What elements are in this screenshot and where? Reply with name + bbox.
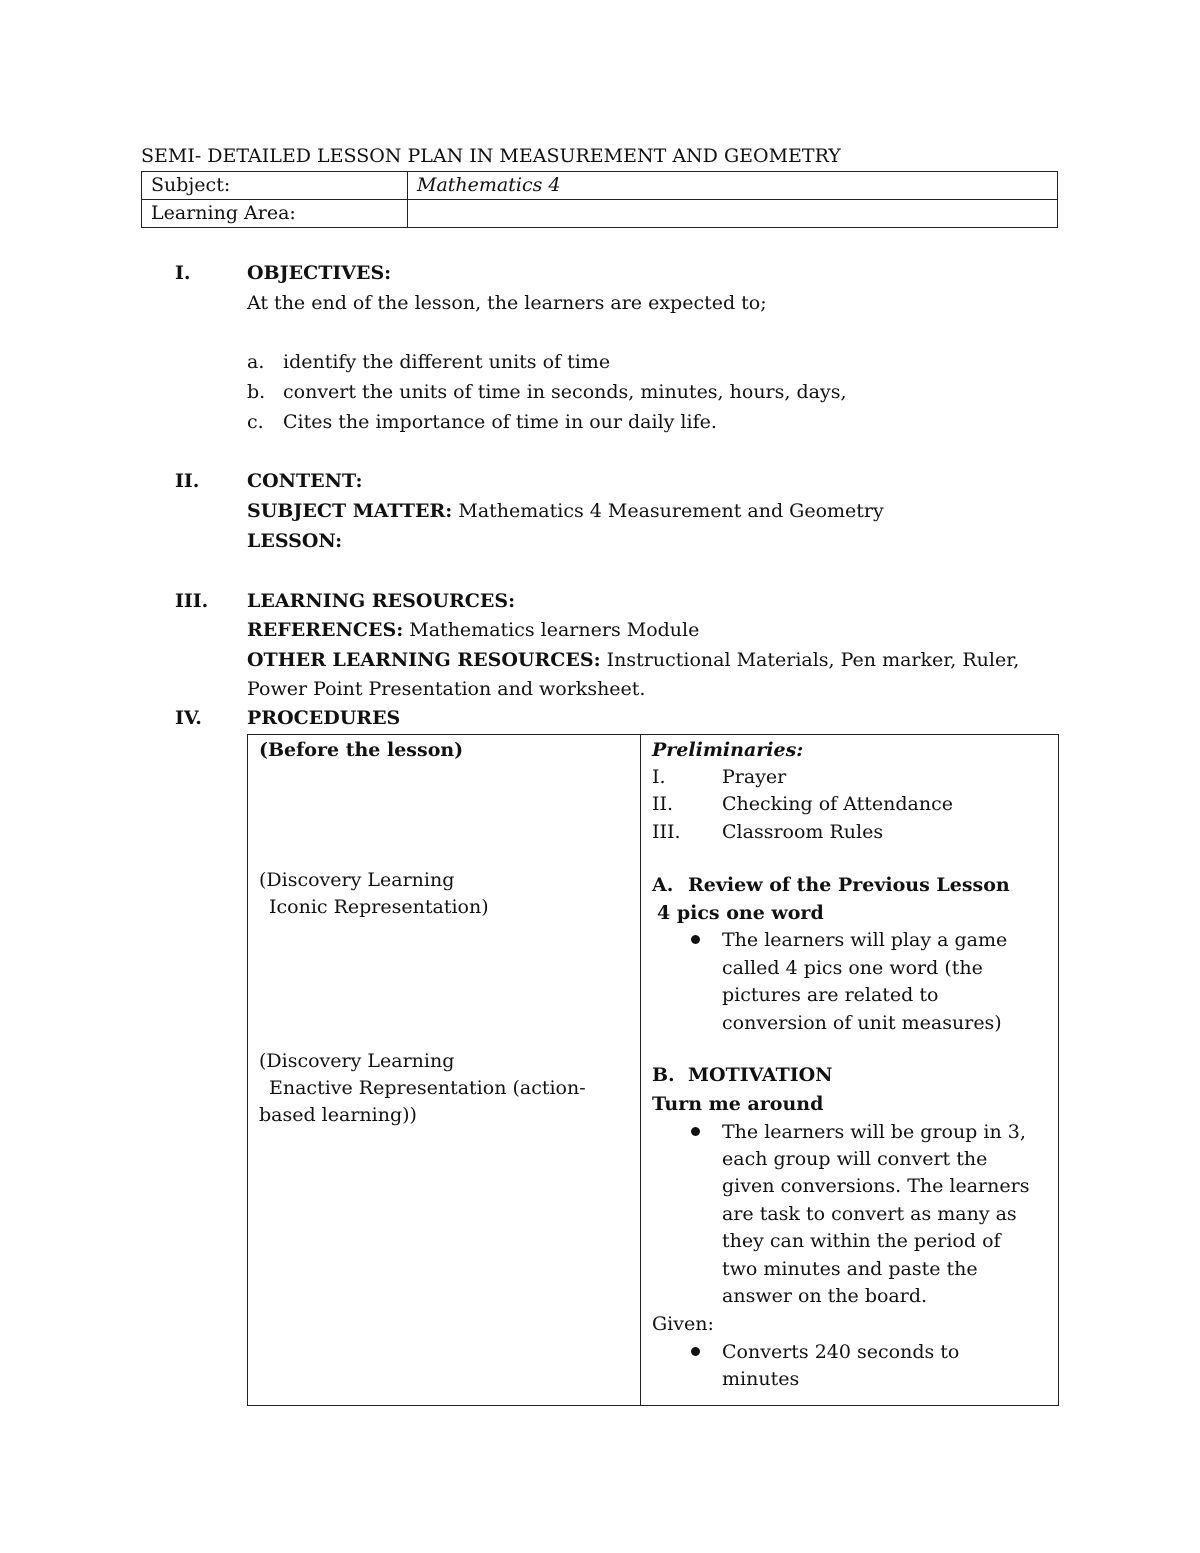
review-bullet-line: conversion of unit measures)	[722, 1012, 1002, 1034]
other-resources-continued: Power Point Presentation and worksheet.	[247, 678, 646, 700]
given-bullet-line: Converts 240 seconds to	[722, 1341, 960, 1363]
subject-value: Mathematics 4	[408, 172, 1058, 200]
other-resources-value: Instructional Materials, Pen marker, Ruler,	[600, 649, 1020, 671]
prelim-number: III.	[652, 821, 681, 843]
preliminaries-heading: Preliminaries:	[652, 739, 804, 761]
given-bullet-line: minutes	[722, 1368, 800, 1390]
discovery-learning-2: (Discovery Learning	[259, 1050, 455, 1072]
review-bullet-line: The learners will play a game	[722, 929, 1008, 951]
objective-text: identify the different units of time	[283, 351, 611, 373]
bullet-icon	[691, 1347, 700, 1356]
subject-matter-line	[247, 500, 884, 522]
motivation-bullet-line: given conversions. The learners	[722, 1175, 1030, 1197]
prelim-number: II.	[652, 793, 674, 815]
content-number: II.	[175, 470, 200, 492]
prelim-text: Classroom Rules	[722, 821, 884, 843]
prelim-number: I.	[652, 766, 666, 788]
learning-area-label: Learning Area:	[142, 200, 408, 228]
info-table	[141, 171, 1058, 228]
procedures-number: IV.	[175, 707, 202, 729]
column-divider	[640, 735, 641, 1405]
motivation-heading: MOTIVATION	[688, 1064, 833, 1086]
content-heading: CONTENT:	[247, 470, 363, 492]
motivation-bullet-line: are task to convert as many as	[722, 1203, 1017, 1225]
other-resources-line	[247, 649, 1019, 671]
objectives-number: I.	[175, 262, 191, 284]
subject-matter-value: Mathematics 4 Measurement and Geometry	[452, 500, 884, 522]
lesson-label: LESSON:	[247, 530, 343, 552]
objective-letter: a.	[247, 351, 265, 373]
motivation-bullet-line: they can within the period of	[722, 1230, 1001, 1252]
review-bullet-line: pictures are related to	[722, 984, 939, 1006]
review-bullet-line: called 4 pics one word (the	[722, 957, 983, 979]
review-game-name: 4 pics one word	[657, 902, 824, 924]
given-label: Given:	[652, 1313, 714, 1335]
motivation-bullet-line: The learners will be group in 3,	[722, 1121, 1026, 1143]
table-row	[142, 200, 1058, 228]
table-row	[142, 172, 1058, 200]
before-lesson-label: (Before the lesson)	[259, 739, 464, 761]
subject-matter-label: SUBJECT MATTER:	[247, 500, 453, 522]
procedures-table	[247, 734, 1059, 1406]
objective-text: Cites the importance of time in our daily life.	[283, 411, 717, 433]
motivation-bullet-line: answer on the board.	[722, 1285, 928, 1307]
bullet-icon	[691, 935, 700, 944]
procedures-heading: PROCEDURES	[247, 707, 401, 729]
discovery-learning-1: (Discovery Learning	[259, 869, 455, 891]
objective-letter: c.	[247, 411, 264, 433]
prelim-text: Prayer	[722, 766, 787, 788]
references-line	[247, 619, 699, 641]
references-value: Mathematics learners Module	[403, 619, 700, 641]
document-title: SEMI- DETAILED LESSON PLAN IN MEASUREMENT AND GEOMETRY	[141, 145, 841, 167]
objectives-intro: At the end of the lesson, the learners are expected to;	[247, 292, 767, 314]
objective-letter: b.	[247, 381, 266, 403]
bullet-icon	[691, 1127, 700, 1136]
subject-label: Subject:	[142, 172, 408, 200]
motivation-bullet-line: two minutes and paste the	[722, 1258, 978, 1280]
motivation-bullet-line: each group will convert the	[722, 1148, 988, 1170]
enactive-representation: Enactive Representation (action-	[269, 1077, 586, 1099]
review-letter: A.	[652, 874, 674, 896]
action-based-learning: based learning))	[259, 1104, 417, 1126]
objective-text: convert the units of time in seconds, minutes, hours, days,	[283, 381, 847, 403]
references-label: REFERENCES:	[247, 619, 404, 641]
other-resources-label: OTHER LEARNING RESOURCES:	[247, 649, 601, 671]
resources-heading: LEARNING RESOURCES:	[247, 590, 516, 612]
motivation-letter: B.	[652, 1064, 675, 1086]
prelim-text: Checking of Attendance	[722, 793, 953, 815]
motivation-game-name: Turn me around	[652, 1093, 824, 1115]
learning-area-value	[408, 200, 1058, 228]
resources-number: III.	[175, 590, 209, 612]
review-heading: Review of the Previous Lesson	[688, 874, 1010, 896]
iconic-representation: Iconic Representation)	[269, 896, 489, 918]
objectives-heading: OBJECTIVES:	[247, 262, 392, 284]
